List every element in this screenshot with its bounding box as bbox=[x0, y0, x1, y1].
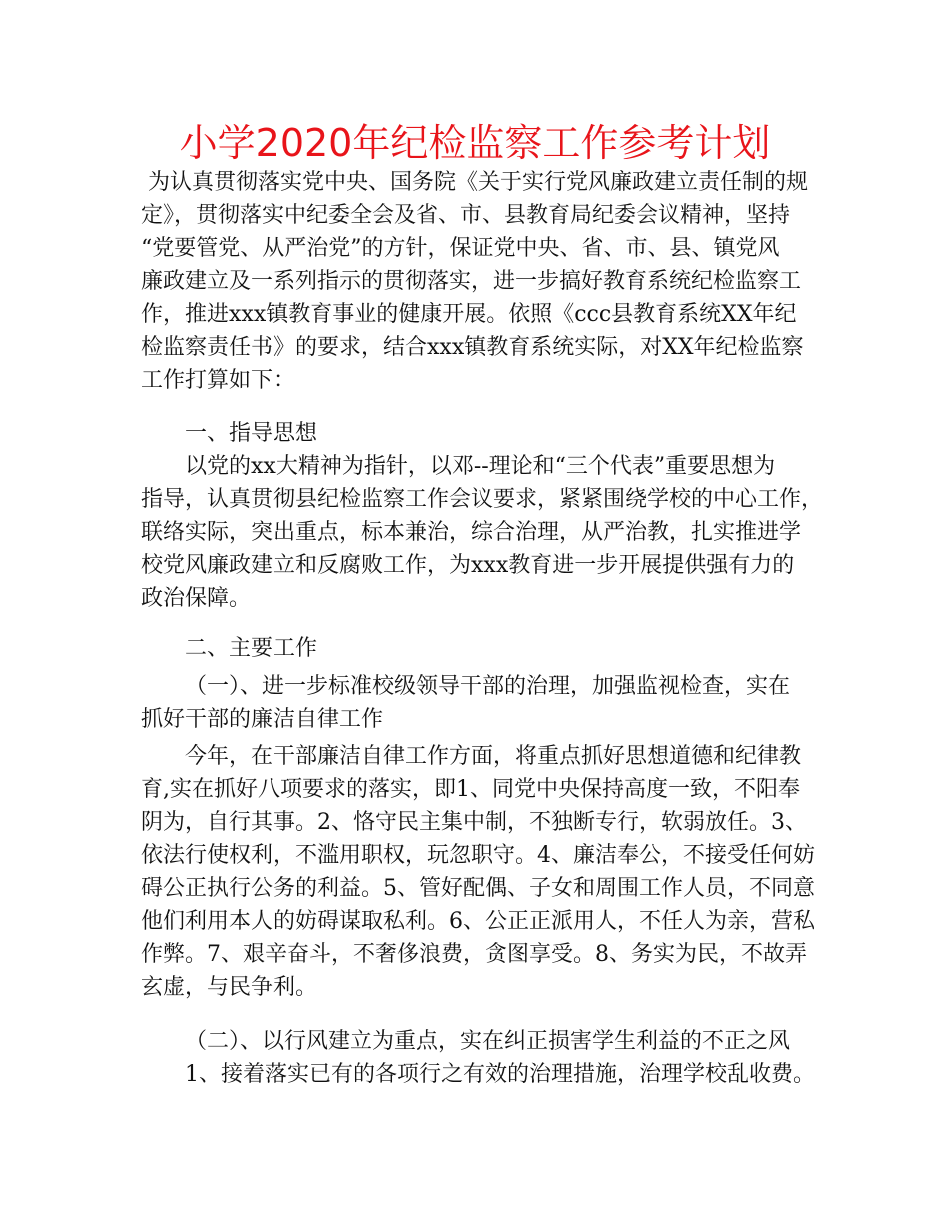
paragraph-line: 校党风廉政建立和反腐败工作，为xxx教育进一步开展提供强有力的 bbox=[141, 553, 795, 578]
subsection-heading: （二）、以行风建立为重点，实在纠正损害学生利益的不正之风 bbox=[185, 1029, 791, 1054]
paragraph-line: 定》，贯彻落实中纪委全会及省、市、县教育局纪委会议精神，坚持 bbox=[141, 203, 791, 228]
paragraph-line: “党要管党、从严治党”的方针，保证党中央、省、市、县、镇党风 bbox=[141, 236, 780, 261]
paragraph-line: 以党的xx大精神为指针，以邓--理论和“三个代表”重要思想为 bbox=[185, 454, 776, 479]
paragraph-line: 政治保障。 bbox=[141, 586, 252, 611]
section-heading: 二、主要工作 bbox=[185, 636, 318, 661]
paragraph-line: 1、接着落实已有的各项行之有效的治理措施，治理学校乱收费。 bbox=[185, 1062, 815, 1087]
paragraph-line: 阴为，自行其事。2、恪守民主集中制，不独断专行，软弱放任。3、 bbox=[141, 810, 807, 835]
paragraph-line: 他们利用本人的妨碍谋取私利。6、公正正派用人，不任人为亲，营私 bbox=[141, 909, 815, 934]
paragraph-line: 今年，在干部廉洁自律工作方面，将重点抓好思想道德和纪律教 bbox=[185, 744, 802, 769]
paragraph-line: 为认真贯彻落实党中央、国务院《关于实行党风廉政建立责任制的规 bbox=[148, 170, 809, 195]
subsection-heading: 抓好干部的廉洁自律工作 bbox=[141, 707, 384, 732]
paragraph-line: 作弊。7、艰辛奋斗，不奢侈浪费，贪图享受。8、务实为民，不故弄 bbox=[141, 942, 807, 967]
paragraph-line: 工作打算如下： bbox=[141, 368, 296, 393]
subsection-heading: （一）、进一步标准校级领导干部的治理，加强监视检查，实在 bbox=[185, 674, 791, 699]
paragraph-line: 廉政建立及一系列指示的贯彻落实，进一步搞好教育系统纪检监察工 bbox=[141, 269, 802, 294]
paragraph-line: 依法行使权利，不滥用职权，玩忽职守。4、廉洁奉公，不接受任何妨 bbox=[141, 843, 815, 868]
paragraph-line: 碍公正执行公务的利益。5、管好配偶、子女和周围工作人员，不同意 bbox=[141, 876, 815, 901]
paragraph-line: 玄虚，与民争利。 bbox=[141, 975, 318, 1000]
document-title: 小学2020年纪检监察工作参考计划 bbox=[179, 121, 771, 165]
paragraph-line: 检监察责任书》的要求，结合xxx镇教育系统实际，对XX年纪检监察 bbox=[141, 335, 804, 360]
section-heading: 一、指导思想 bbox=[185, 421, 318, 446]
paragraph-line: 作，推进xxx镇教育事业的健康开展。依照《ccc县教育系统XX年纪 bbox=[141, 302, 797, 327]
paragraph-line: 指导，认真贯彻县纪检监察工作会议要求，紧紧围绕学校的中心工作， bbox=[141, 487, 824, 512]
paragraph-line: 联络实际，突出重点，标本兼治，综合治理，从严治教，扎实推进学 bbox=[141, 520, 802, 545]
paragraph-line: 育,实在抓好八项要求的落实，即1、同党中央保持高度一致，不阳奉 bbox=[141, 777, 800, 802]
